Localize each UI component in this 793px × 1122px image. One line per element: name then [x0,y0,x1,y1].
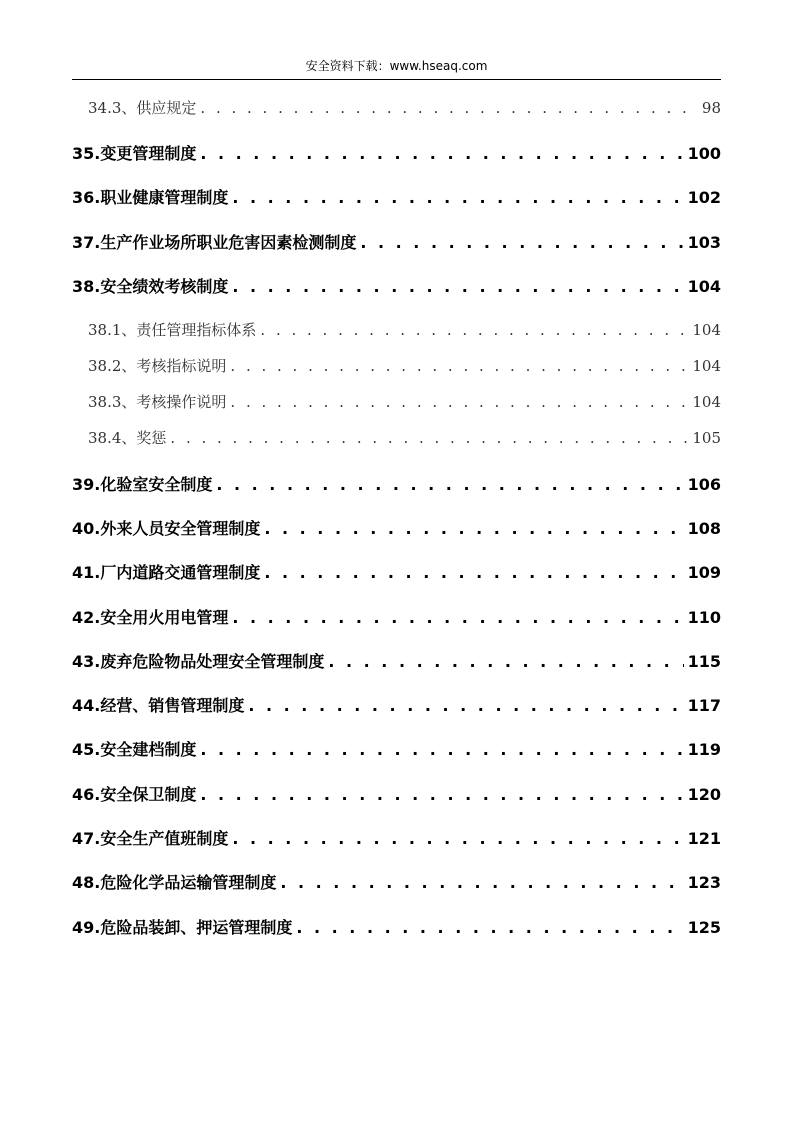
toc-entry[interactable] [88,97,721,121]
toc-dot-leader [296,918,683,937]
toc-entry-page: 104 [692,321,721,339]
toc-entry-title: 49.危险品装卸、押运管理制度 [72,918,293,937]
toc-entry-title: 38.3、考核操作说明 [88,393,227,411]
toc-entry-page: 104 [692,393,721,411]
toc-entry-title: 41.厂内道路交通管理制度 [72,563,261,582]
toc-entry-page: 123 [687,873,721,892]
toc-entry[interactable] [88,319,721,343]
toc-entry[interactable] [72,915,721,941]
toc-entry-title: 38.2、考核指标说明 [88,357,227,375]
toc-entry-title: 48.危险化学品运输管理制度 [72,873,277,892]
toc-entry-page: 121 [687,829,721,848]
toc-entry-title: 46.安全保卫制度 [72,785,197,804]
toc-entry[interactable] [72,649,721,675]
toc-entry-page: 108 [687,519,721,538]
toc-dot-leader [328,652,683,671]
toc-entry-title: 43.废弃危险物品处理安全管理制度 [72,652,325,671]
toc-entry-page: 98 [701,99,721,117]
toc-entry[interactable] [72,185,721,211]
toc-entry-page: 102 [687,188,721,207]
toc-dot-leader [360,233,683,252]
toc-entry-title: 42.安全用火用电管理 [72,608,229,627]
toc-entry-title: 38.安全绩效考核制度 [72,277,229,296]
toc-entry-title: 38.4、奖惩 [88,429,167,447]
toc-entry-title: 35.变更管理制度 [72,144,197,163]
toc-dot-leader [232,608,683,627]
toc-entry-title: 39.化验室安全制度 [72,475,213,494]
toc-dot-leader [232,829,683,848]
toc-entry-page: 103 [687,233,721,252]
toc-entry[interactable] [72,141,721,167]
toc-entry-page: 119 [687,740,721,759]
toc-entry[interactable] [72,737,721,763]
toc-dot-leader [170,429,688,447]
toc-entry-title: 44.经营、销售管理制度 [72,696,245,715]
toc-dot-leader [232,277,683,296]
toc-entry[interactable] [72,870,721,896]
toc-entry[interactable] [72,782,721,808]
toc-entry-page: 100 [687,144,721,163]
toc-entry-title: 37.生产作业场所职业危害因素检测制度 [72,233,357,252]
toc-dot-leader [230,393,688,411]
toc-dot-leader [248,696,683,715]
toc-dot-leader [260,321,688,339]
toc-dot-leader [232,188,683,207]
toc-dot-leader [264,519,683,538]
toc-entry-page: 106 [687,475,721,494]
toc-dot-leader [280,873,683,892]
toc-entry-page: 104 [692,357,721,375]
toc-entry-title: 34.3、供应规定 [88,99,197,117]
toc-entry-page: 109 [687,563,721,582]
toc-dot-leader [264,563,683,582]
toc-entry-title: 38.1、责任管理指标体系 [88,321,257,339]
toc-entry[interactable] [72,605,721,631]
toc-dot-leader [200,785,683,804]
toc-entry-page: 120 [687,785,721,804]
toc-entry[interactable] [88,427,721,451]
toc-entry[interactable] [72,230,721,256]
toc-entry-title: 40.外来人员安全管理制度 [72,519,261,538]
toc-entry-title: 47.安全生产值班制度 [72,829,229,848]
toc-entry[interactable] [72,516,721,542]
toc-entry-page: 104 [687,277,721,296]
toc-entry-page: 125 [687,918,721,937]
toc-entry[interactable] [72,472,721,498]
toc-entry-page: 110 [687,608,721,627]
toc-dot-leader [200,740,683,759]
toc-entry-title: 45.安全建档制度 [72,740,197,759]
toc-entry-title: 36.职业健康管理制度 [72,188,229,207]
toc-entry[interactable] [72,560,721,586]
page-header: 安全资料下载：www.hseaq.com [305,59,488,73]
toc-entry[interactable] [72,274,721,300]
toc-dot-leader [200,99,698,117]
toc-entry-page: 105 [692,429,721,447]
toc-entry-page: 117 [687,696,721,715]
toc-entry[interactable] [72,826,721,852]
toc-dot-leader [200,144,683,163]
toc-dot-leader [230,357,688,375]
toc-entry[interactable] [88,355,721,379]
toc-entry-page: 115 [687,652,721,671]
toc-dot-leader [216,475,683,494]
toc-entry[interactable] [72,693,721,719]
toc-entry[interactable] [88,391,721,415]
